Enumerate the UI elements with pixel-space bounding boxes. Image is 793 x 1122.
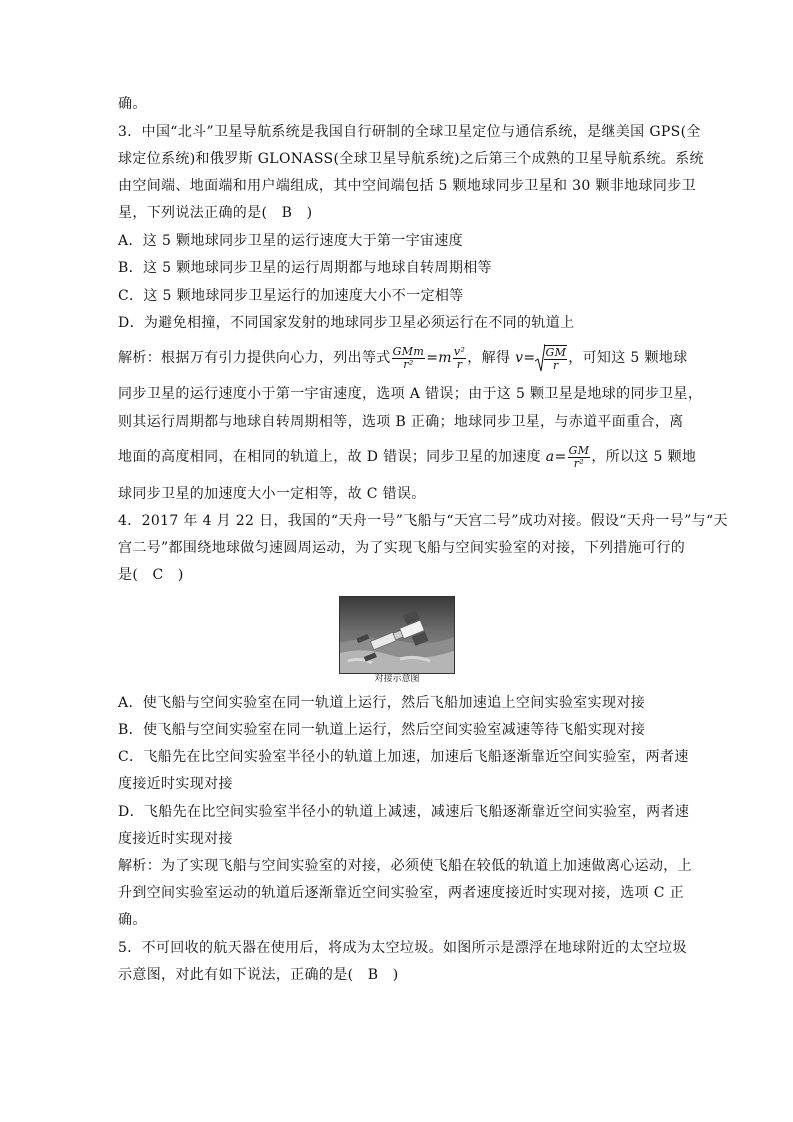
- analysis-3-line-1: [118, 343, 688, 372]
- text-line: 度接近时实现对接: [118, 831, 233, 847]
- analysis-3-line-5: 球同步卫星的加速度大小一定相等，故 C 错误。: [118, 486, 426, 502]
- analysis-3-line-4: [118, 443, 697, 471]
- docking-illustration: [340, 597, 454, 673]
- option-c: C．这 5 颗地球同步卫星运行的加速度大小不一定相等: [118, 288, 464, 304]
- formula-fraction: $\frac{\text{GMm}}{\text{r²}}$: [392, 344, 425, 371]
- text-line: 星，下列说法正确的是( B ): [118, 205, 313, 221]
- q4-option-a: A．使飞船与空间实验室在同一轨道上运行，然后飞船加速追上空间实验室实现对接: [118, 695, 646, 711]
- text-line: 示意图，对此有如下说法，正确的是( B ): [118, 967, 399, 983]
- figure-caption: 对接示意图: [374, 674, 420, 684]
- option-a: A．这 5 颗地球同步卫星的运行速度大于第一宇宙速度: [118, 233, 464, 249]
- analysis-4-line-1: 解析：为了实现飞船与空间实验室的对接，必须使飞船在较低的轨道上加速做离心运动，上: [118, 858, 692, 874]
- question-5-stem: 5．不可回收的航天器在使用后，将成为太空垃圾。如图所示是漂浮在地球附近的太空垃圾: [118, 940, 687, 956]
- analysis-text: ，所以这 5 颗地: [591, 449, 697, 465]
- option-d: D．为避免相撞，不同国家发射的地球同步卫星必须运行在不同的轨道上: [118, 315, 575, 331]
- analysis-3-line-2: 同步卫星的运行速度小于第一宇宙速度，选项 A 错误；由于这 5 颗卫星是地球的同步卫星，: [118, 386, 703, 402]
- formula-velocity: v=: [515, 350, 536, 366]
- sqrt-formula: $\frac{GM}{r}$: [535, 343, 568, 373]
- q4-option-b: B．使飞船与空间实验室在同一轨道上运行，然后空间实验室减速等待飞船实现对接: [118, 722, 646, 738]
- analysis-3-line-3: 则其运行周期都与地球自转周期相等，选项 B 正确；地球同步卫星，与赤道平面重合，离: [118, 414, 684, 430]
- text-line: 确。: [118, 96, 147, 112]
- text-line: 球定位系统)和俄罗斯 GLONASS(全球卫星导航系统)之后第三个成熟的卫星导航系统。系统: [118, 151, 704, 167]
- analysis-text: 地面的高度相同，在相同的轨道上，故 D 错误；同步卫星的加速度: [118, 449, 546, 465]
- question-3-stem: 3．中国“北斗”卫星导航系统是我国自行研制的全球卫星定位与通信系统，是继美国 GPS(全: [118, 124, 701, 140]
- formula-equals: =: [426, 350, 439, 366]
- text-line: 由空间端、地面端和用户端组成，其中空间端包括 5 颗地球同步卫星和 30 颗非地球同步卫: [118, 178, 696, 194]
- text-line: 是( C ): [118, 567, 184, 583]
- formula-mass: m: [438, 350, 452, 366]
- analysis-4-line-3: 确。: [118, 912, 147, 928]
- text-line: 度接近时实现对接: [118, 776, 233, 792]
- analysis-text: 解析：根据万有引力提供向心力，列出等式: [118, 350, 391, 366]
- option-b: B．这 5 颗地球同步卫星的运行周期都与地球自转周期相等: [118, 260, 492, 276]
- analysis-4-line-2: 升到空间实验室运动的轨道后逐渐靠近空间实验室，两者速度接近时实现对接，选项 C 正: [118, 885, 684, 901]
- formula-fraction: $\frac{\text{v²}}{r}$: [453, 344, 466, 371]
- analysis-text: ，可知这 5 颗地球: [568, 350, 688, 366]
- formula-fraction: $\frac{GM}{\text{r²}}$: [568, 443, 590, 470]
- q4-option-d: D．飞船先在比空间实验室半径小的轨道上减速，减速后飞船逐渐靠近空间实验室，两者速: [118, 804, 690, 820]
- docking-figure: [339, 596, 455, 674]
- q4-option-c: C．飞船先在比空间实验室半径小的轨道上加速，加速后飞船逐渐靠近空间实验室，两者速: [118, 749, 689, 765]
- analysis-text: ，解得: [467, 350, 516, 366]
- question-4-stem: 4．2017 年 4 月 22 日，我国的“天舟一号”飞船与“天宫二号”成功对接。假设“天舟一号”与“天: [118, 513, 728, 529]
- text-line: 宫二号”都围绕地球做匀速圆周运动，为了实现飞船与空间实验室的对接，下列措施可行的: [118, 540, 686, 556]
- formula-acceleration: a=: [545, 449, 567, 465]
